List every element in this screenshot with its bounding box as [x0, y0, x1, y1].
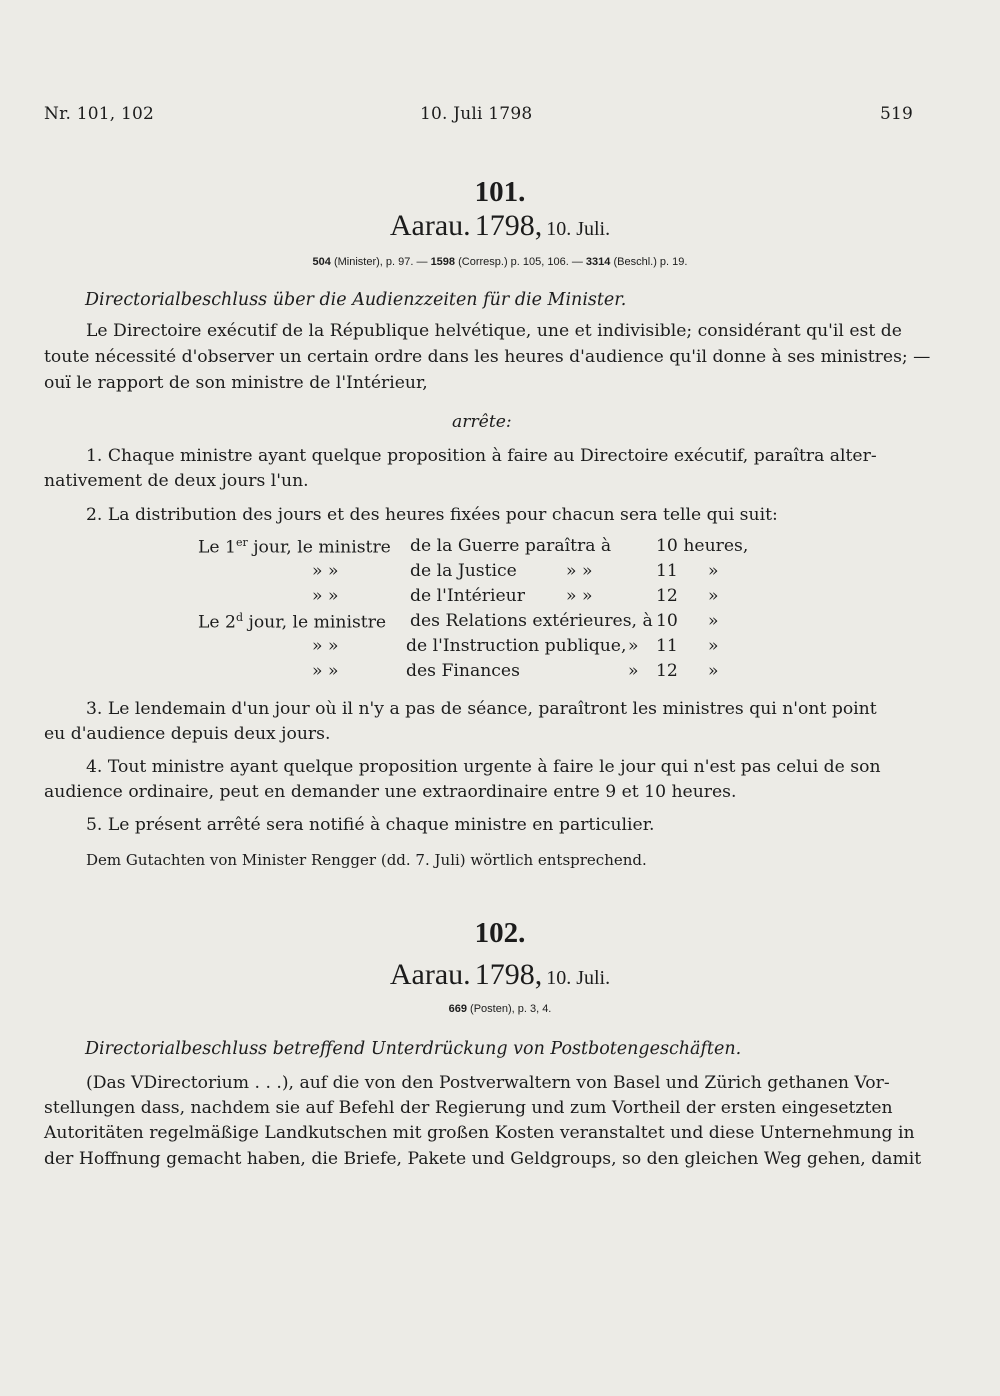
schedule-ditto: »	[708, 661, 719, 681]
header-page-number: 519	[880, 104, 914, 124]
source-refs-101	[0, 256, 1000, 268]
ref-number: 1598	[430, 256, 456, 268]
schedule-ditto: » »	[312, 661, 339, 681]
schedule-hour: 11	[656, 636, 678, 656]
doc-title-101: Directorialbeschluss über die Audienzzeiten für die Minister.	[85, 290, 627, 310]
schedule-hour: 10	[656, 611, 678, 631]
doc-number-101: 101.	[474, 176, 526, 208]
body-line: der Hoffnung gemacht haben, die Briefe, Pakete und Geldgroups, so den gleichen Weg gehen, damit	[44, 1149, 922, 1169]
ref-text: (Minister), p. 97. —	[333, 256, 428, 268]
body-line: stellungen dass, nachdem sie auf Befehl der Regierung und zum Vortheil der ersten eingesetzten	[44, 1098, 893, 1118]
place: Aarau.	[389, 958, 471, 991]
schedule-ditto: »	[708, 586, 719, 606]
year: 1798,	[474, 209, 543, 242]
ref-text: (Beschl.) p. 19.	[613, 256, 688, 268]
arrete-heading: arrête:	[452, 412, 512, 432]
article-2: 2. La distribution des jours et des heures fixées pour chacun sera telle qui suit:	[86, 505, 778, 525]
ref-number: 3314	[585, 256, 611, 268]
article-3-line: 3. Le lendemain d'un jour où il n'y a pas de séance, paraîtront les ministres qui n'ont point	[86, 699, 877, 719]
article-3-line: eu d'audience depuis deux jours.	[44, 724, 331, 744]
ref-number: 504	[312, 256, 331, 268]
editorial-note: Dem Gutachten von Minister Rengger (dd. 7. Juli) wörtlich entsprechend.	[86, 851, 647, 869]
schedule-ditto: » »	[312, 586, 339, 606]
header-left: Nr. 101, 102	[44, 104, 155, 124]
doc-number-102: 102.	[474, 917, 526, 949]
schedule-hour: 10 heures,	[656, 536, 749, 556]
ref-number: 669	[448, 1003, 467, 1015]
article-4-line: 4. Tout ministre ayant quelque proposition urgente à faire le jour qui n'est pas celui de son	[86, 757, 881, 777]
schedule-ditto: » »	[566, 561, 593, 581]
schedule-dept: de l'Intérieur	[410, 586, 525, 606]
doc-title-102: Directorialbeschluss betreffend Unterdrückung von Postbotengeschäften.	[85, 1039, 742, 1059]
article-4-line: audience ordinaire, peut en demander une extraordinaire entre 9 et 10 heures.	[44, 782, 737, 802]
schedule-ditto: »	[628, 661, 639, 681]
schedule-ditto: » »	[312, 636, 339, 656]
schedule-hour: 11	[656, 561, 678, 581]
ref-text: (Posten), p. 3, 4.	[470, 1003, 552, 1015]
doc-place-date-102	[0, 958, 1000, 992]
schedule-ditto: » »	[312, 561, 339, 581]
schedule-dept: des Finances	[406, 661, 520, 681]
body-line: (Das VDirectorium . . .), auf die von den Postverwaltern von Basel und Zürich gethanen Vor-	[86, 1073, 890, 1093]
intro-line: ouï le rapport de son ministre de l'Intérieur,	[44, 373, 428, 393]
schedule-dept: de la Guerre paraîtra à	[410, 536, 612, 556]
schedule-ditto: »	[708, 561, 719, 581]
article-1-line: nativement de deux jours l'un.	[44, 471, 309, 491]
date: 10. Juli.	[546, 218, 611, 240]
intro-line: Le Directoire exécutif de la République helvétique, une et indivisible; considérant qu'il est de	[86, 321, 902, 341]
schedule-dept: des Relations extérieures, à	[410, 611, 653, 631]
place: Aarau.	[389, 209, 471, 242]
schedule-ditto: » »	[566, 586, 593, 606]
schedule-day: Le 2$^d$ jour, le ministre	[198, 611, 387, 633]
year: 1798,	[474, 958, 543, 991]
ref-text: (Corresp.) p. 105, 106. —	[458, 256, 583, 268]
header-center: 10. Juli 1798	[420, 104, 533, 124]
article-1-line: 1. Chaque ministre ayant quelque proposition à faire au Directoire exécutif, paraîtra alter-	[86, 446, 877, 466]
intro-line: toute nécessité d'observer un certain ordre dans les heures d'audience qu'il donne à ses ministres; —	[44, 347, 931, 367]
schedule-dept: de la Justice	[410, 561, 517, 581]
date: 10. Juli.	[546, 967, 611, 989]
article-5: 5. Le présent arrêté sera notifié à chaque ministre en particulier.	[86, 815, 655, 835]
schedule-hour: 12	[656, 586, 678, 606]
body-line: Autoritäten regelmäßige Landkutschen mit großen Kosten veranstaltet und diese Unternehmung in	[44, 1123, 915, 1143]
schedule-ditto: »	[628, 636, 639, 656]
schedule-hour: 12	[656, 661, 678, 681]
schedule-dept: de l'Instruction publique,	[406, 636, 627, 656]
doc-place-date-101	[0, 209, 1000, 243]
schedule-ditto: »	[708, 611, 719, 631]
schedule-day: Le 1er jour, le ministre	[198, 536, 391, 558]
schedule-ditto: »	[708, 636, 719, 656]
source-refs-102	[0, 1003, 1000, 1015]
